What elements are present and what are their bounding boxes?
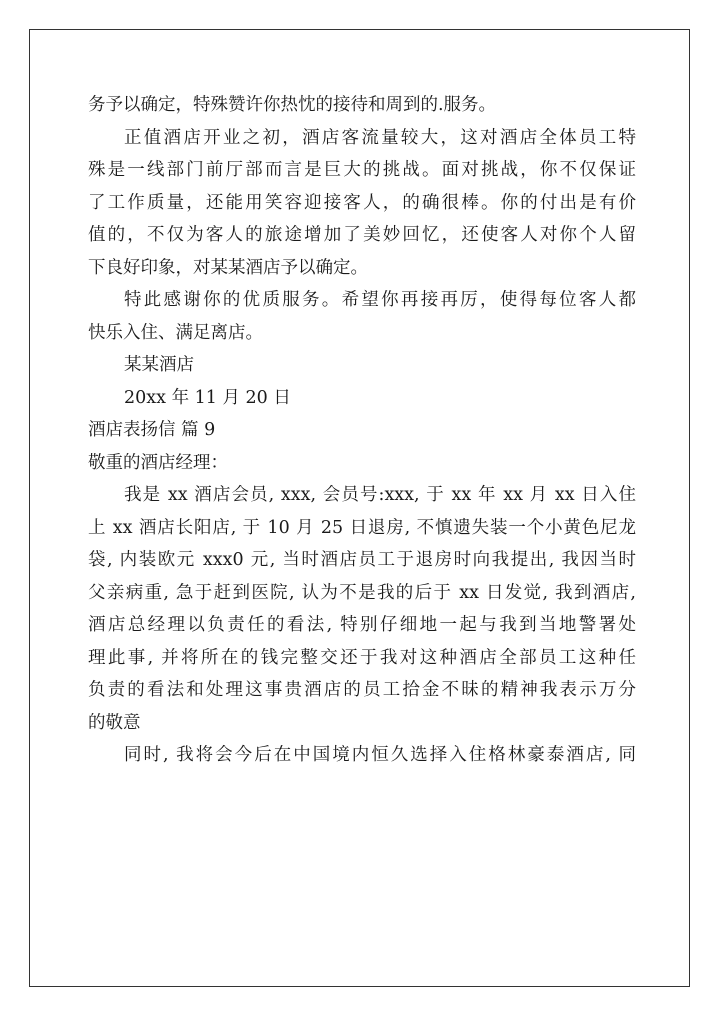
paragraph-4-line-6: 理此事, 并将所在的钱完整交还于我对这种酒店全部员工这种任 <box>88 647 636 668</box>
paragraph-4-line-2: 上 xx 酒店长阳店, 于 10 月 25 日退房, 不慎遗失装一个小黄色尼龙 <box>88 517 636 538</box>
paragraph-4-line-5: 酒店总经理以负责任的看法, 特别仔细地一起与我到当地警署处 <box>88 615 636 635</box>
paragraph-2-line-1: 正值酒店开业之初，酒店客流量较大，这对酒店全体员工特 <box>124 127 636 148</box>
paragraph-2-line-4: 值的，不仅为客人的旅途增加了美妙回忆，还使客人对你个人留 <box>88 225 636 245</box>
paragraph-3-line-1: 特此感谢你的优质服务。希望你再接再厉，使得每位客人都 <box>124 290 636 310</box>
paragraph-2-line-5: 下良好印象，对某某酒店予以确定。 <box>88 257 368 278</box>
paragraph-3-line-2: 快乐入住、满足离店。 <box>88 322 263 343</box>
paragraph-4-line-1: 我是 xx 酒店会员, xxx, 会员号:xxx, 于 xx 年 xx 月 xx 日入住 <box>124 485 636 505</box>
paragraph-2-line-2: 殊是一线部门前厅部而言是巨大的挑战。面对挑战，你不仅保证 <box>88 160 636 180</box>
paragraph-4-line-7: 负责的看法和处理这事贵酒店的员工拾金不昧的精神我表示万分 <box>88 680 636 700</box>
paragraph-5-line-1: 同时, 我将会今后在中国境内恒久选择入住格林豪泰酒店, 同 <box>124 745 636 765</box>
document-body <box>88 89 636 772</box>
paragraph-2-line-3: 了工作质量，还能用笑容迎接客人，的确很棒。你的付出是有价 <box>88 192 636 213</box>
section-title: 酒店表扬信 篇 9 <box>88 420 216 440</box>
paragraph-4-line-4: 父亲病重, 急于赶到医院, 认为不是我的后于 xx 日发觉, 我到酒店, <box>88 582 636 603</box>
letter-date: 20xx 年 11 月 20 日 <box>124 387 291 408</box>
paragraph-4-line-8: 的敬意 <box>88 712 141 733</box>
salutation: 敬重的酒店经理： <box>88 452 228 473</box>
paragraph-1-line-1: 务予以确定，特殊赞许你热忱的接待和周到的.服务。 <box>88 95 497 115</box>
paragraph-4-line-3: 袋, 内装欧元 xxx0 元, 当时酒店员工于退房时向我提出, 我因当时 <box>88 550 636 570</box>
signature: 某某酒店 <box>124 355 194 375</box>
